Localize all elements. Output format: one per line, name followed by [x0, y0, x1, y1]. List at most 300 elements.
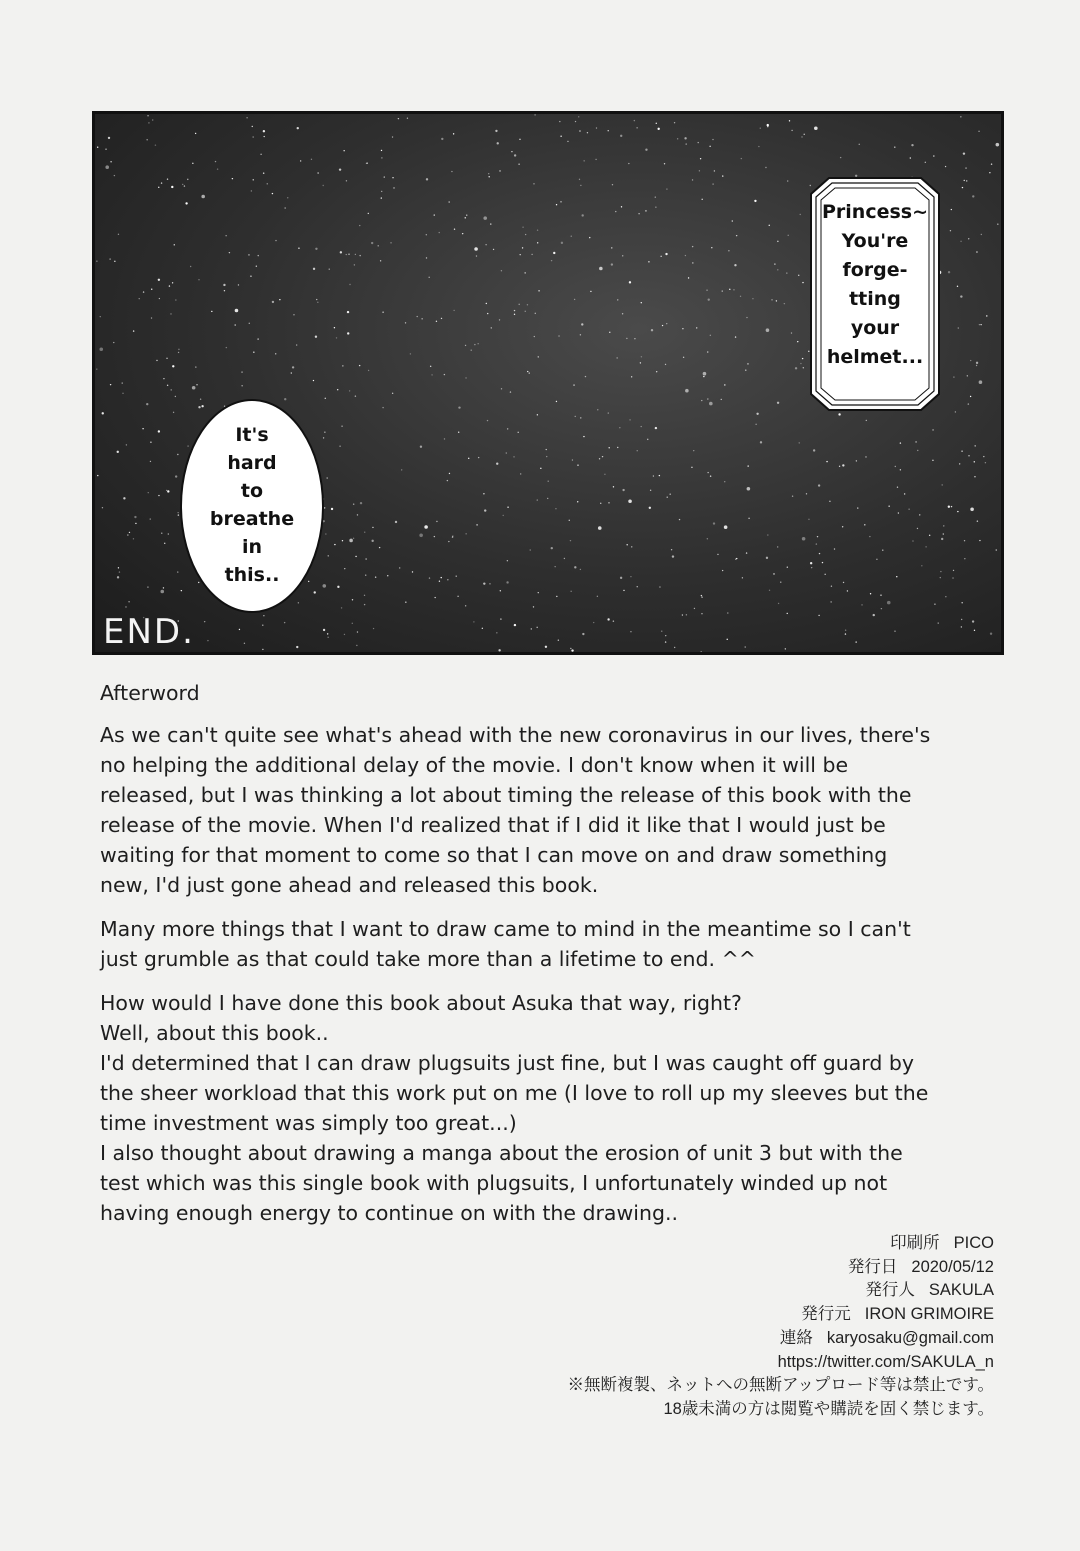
star — [976, 365, 977, 366]
star — [777, 402, 779, 404]
star — [146, 139, 147, 140]
star — [353, 538, 354, 539]
star — [501, 388, 502, 389]
star — [122, 382, 123, 383]
star — [580, 185, 581, 186]
star — [313, 380, 314, 381]
star — [617, 299, 618, 300]
star — [382, 311, 383, 312]
star — [806, 493, 807, 494]
star — [970, 360, 971, 361]
star — [448, 541, 449, 542]
star — [767, 126, 768, 127]
star — [669, 493, 670, 494]
star — [571, 236, 572, 237]
star — [758, 146, 759, 147]
star — [634, 120, 635, 121]
star — [742, 577, 743, 578]
star — [709, 146, 710, 147]
star — [556, 204, 557, 205]
star — [769, 590, 770, 591]
star — [981, 234, 982, 235]
star — [620, 135, 622, 137]
star — [483, 582, 485, 584]
star — [474, 247, 478, 251]
star — [712, 139, 713, 140]
star — [787, 613, 788, 614]
star — [692, 262, 693, 263]
star — [964, 558, 965, 559]
star — [888, 506, 889, 507]
star — [929, 535, 930, 536]
star — [617, 447, 618, 448]
star — [122, 393, 123, 394]
star — [102, 412, 104, 414]
star — [506, 452, 507, 453]
star — [238, 284, 239, 285]
star — [167, 490, 169, 492]
colophon-notice-copy: ※無断複製、ネットへの無断アップロード等は禁止です。 — [567, 1376, 994, 1395]
star — [139, 298, 140, 299]
star — [323, 437, 324, 438]
star — [355, 556, 356, 557]
star — [996, 143, 1000, 147]
star — [392, 393, 393, 394]
star — [296, 344, 297, 345]
star — [575, 416, 576, 417]
star — [375, 576, 376, 577]
contact-email: karyosaku@gmail.com — [826, 1328, 994, 1347]
star — [150, 518, 151, 519]
star — [349, 390, 350, 391]
star — [398, 118, 399, 119]
star — [573, 384, 574, 385]
star — [787, 180, 788, 181]
star — [685, 255, 686, 256]
star — [314, 591, 316, 593]
star — [200, 399, 201, 400]
star — [352, 599, 353, 600]
star — [583, 436, 584, 437]
star — [608, 412, 609, 413]
star — [534, 336, 535, 337]
star — [393, 187, 394, 188]
star — [744, 646, 745, 647]
star — [634, 338, 635, 339]
star — [313, 268, 315, 270]
star — [665, 635, 666, 636]
star — [359, 365, 360, 366]
star — [979, 380, 983, 384]
publisher-label: 発行人 — [865, 1281, 915, 1300]
star — [99, 347, 103, 351]
star — [163, 378, 164, 379]
star — [869, 536, 870, 537]
star — [172, 282, 173, 283]
star — [959, 463, 960, 464]
star — [100, 316, 101, 317]
star — [119, 571, 120, 572]
afterword-paragraph-1: As we can't quite see what's ahead with the new coronavirus in our lives, there's no helping the additional delay of the movie. I don't know when it will be released, but I was thinking a lot about timing the release of this book with the release of the movie. When I'd realized that if I did it like that I would just be waiting for that moment to come so that I can move on and draw something new, I'd just gone ahead and released this book. — [100, 723, 931, 897]
star — [831, 586, 832, 587]
star — [334, 327, 335, 328]
star — [608, 130, 609, 131]
star — [439, 232, 440, 233]
star — [970, 396, 971, 397]
star — [727, 612, 728, 613]
star — [151, 317, 152, 318]
star — [964, 180, 965, 181]
star — [653, 475, 654, 476]
star — [279, 299, 280, 300]
star — [551, 260, 552, 261]
star — [800, 214, 801, 215]
star — [491, 327, 492, 328]
star — [434, 536, 435, 537]
star — [655, 427, 657, 429]
star — [126, 444, 127, 445]
star — [599, 458, 600, 459]
star — [797, 341, 798, 342]
star — [258, 255, 259, 256]
star — [244, 643, 245, 644]
star — [537, 499, 538, 500]
star — [293, 314, 294, 315]
star — [201, 195, 205, 199]
star — [575, 121, 576, 122]
star — [478, 457, 479, 458]
star — [674, 647, 675, 648]
star — [357, 631, 358, 632]
star — [134, 516, 136, 518]
star — [628, 163, 629, 164]
star — [248, 254, 249, 255]
star — [729, 289, 730, 290]
colophon-circle — [567, 1303, 994, 1327]
star — [114, 261, 115, 262]
star — [514, 154, 516, 156]
star — [976, 251, 977, 252]
star — [804, 134, 805, 135]
star — [570, 540, 571, 541]
star — [519, 139, 520, 140]
star — [996, 549, 997, 550]
star — [647, 439, 648, 440]
star — [997, 223, 998, 224]
star — [536, 627, 537, 628]
star — [556, 596, 557, 597]
star — [645, 149, 647, 151]
star — [430, 366, 431, 367]
star — [495, 130, 497, 132]
star — [808, 519, 809, 520]
star — [974, 445, 975, 446]
star — [513, 456, 514, 457]
star — [824, 574, 825, 575]
star — [518, 164, 519, 165]
star — [477, 343, 478, 344]
star — [746, 552, 747, 553]
star — [800, 363, 801, 364]
star — [158, 495, 159, 496]
star — [371, 242, 373, 244]
star — [967, 375, 968, 376]
star — [392, 177, 393, 178]
star — [359, 255, 360, 256]
star — [945, 166, 946, 167]
star — [747, 465, 748, 466]
star — [915, 441, 916, 442]
star — [366, 163, 367, 164]
star — [932, 460, 933, 461]
star — [970, 508, 974, 512]
star — [933, 155, 934, 156]
star — [133, 330, 134, 331]
star — [943, 525, 944, 526]
star — [444, 374, 445, 375]
star — [822, 562, 823, 563]
star — [638, 213, 639, 214]
star — [533, 606, 534, 607]
star — [105, 149, 106, 150]
star — [501, 270, 502, 271]
star — [734, 264, 736, 266]
star — [985, 462, 986, 463]
star — [662, 325, 663, 326]
star — [421, 318, 422, 319]
star — [919, 514, 920, 515]
star — [819, 553, 820, 554]
star — [714, 170, 715, 171]
star — [334, 544, 335, 545]
star — [535, 313, 536, 314]
star — [518, 304, 519, 305]
star — [766, 557, 768, 559]
star — [496, 632, 497, 633]
star — [786, 272, 787, 273]
star — [346, 180, 347, 181]
star — [785, 648, 786, 649]
star — [456, 575, 457, 576]
star — [498, 649, 500, 651]
star — [745, 369, 746, 370]
star — [752, 298, 753, 299]
star — [666, 188, 667, 189]
star — [525, 311, 526, 312]
afterword-section — [100, 678, 1030, 1242]
star — [110, 384, 111, 385]
star — [960, 241, 961, 242]
star — [952, 577, 953, 578]
star — [784, 303, 785, 304]
star — [496, 463, 498, 465]
star — [177, 454, 178, 455]
star — [407, 118, 408, 119]
star — [895, 466, 896, 467]
star — [229, 252, 230, 253]
star — [771, 299, 772, 300]
star — [527, 304, 528, 305]
star — [699, 170, 700, 171]
star — [843, 582, 844, 583]
star — [328, 555, 329, 556]
star — [898, 512, 899, 513]
star — [359, 225, 360, 226]
star — [826, 461, 827, 462]
star — [894, 146, 895, 147]
star — [774, 263, 775, 264]
star — [556, 401, 557, 402]
star — [177, 571, 178, 572]
star — [736, 558, 737, 559]
star — [677, 138, 678, 139]
star — [151, 289, 152, 290]
star — [961, 450, 962, 451]
star — [198, 406, 200, 408]
circle-value: IRON GRIMOIRE — [864, 1305, 994, 1324]
star — [448, 201, 449, 202]
star — [195, 133, 196, 134]
star — [410, 353, 411, 354]
star — [569, 520, 570, 521]
star — [856, 460, 857, 461]
afterword-paragraph-2: Many more things that I want to draw came to mind in the meantime so I can't just grumble as that could take more than a lifetime to end. ^^ — [100, 917, 911, 971]
star — [585, 376, 586, 377]
star — [667, 497, 668, 498]
star — [934, 603, 935, 604]
star — [167, 178, 168, 179]
star — [896, 576, 897, 577]
star — [972, 195, 974, 197]
star — [252, 136, 253, 137]
star — [431, 374, 432, 375]
star — [133, 538, 134, 539]
star — [171, 186, 173, 188]
star — [817, 536, 818, 537]
star — [102, 507, 103, 508]
star — [666, 323, 667, 324]
star — [105, 165, 109, 169]
starry-sky-panel — [92, 111, 1004, 655]
star — [499, 170, 500, 171]
contact-label: 連絡 — [779, 1328, 813, 1347]
star — [968, 238, 969, 239]
star — [239, 629, 240, 630]
star — [834, 548, 835, 549]
star — [778, 603, 779, 604]
star — [600, 503, 601, 504]
star — [577, 464, 578, 465]
speech-bubble-princess — [805, 174, 945, 414]
star — [925, 546, 926, 547]
star — [465, 345, 466, 346]
star — [284, 207, 285, 208]
star — [493, 249, 494, 250]
star — [465, 533, 466, 534]
star — [298, 248, 299, 249]
star — [540, 468, 541, 469]
star — [802, 358, 803, 359]
star — [462, 233, 463, 234]
star — [957, 286, 958, 287]
star — [621, 206, 622, 207]
star — [429, 577, 430, 578]
star — [692, 246, 693, 247]
star — [284, 622, 285, 623]
star — [250, 275, 251, 276]
star — [865, 456, 866, 457]
star — [703, 372, 707, 376]
star — [373, 628, 374, 629]
star — [661, 631, 662, 632]
star — [360, 502, 362, 504]
star — [246, 117, 247, 118]
star — [595, 159, 596, 160]
star — [622, 489, 624, 491]
colophon-twitter: https://twitter.com/SAKULA_n — [777, 1352, 994, 1371]
star — [355, 254, 356, 255]
star — [156, 360, 157, 361]
star — [381, 197, 382, 198]
star — [217, 168, 218, 169]
star — [900, 469, 901, 470]
star — [581, 323, 583, 325]
star — [297, 127, 299, 129]
star — [327, 633, 328, 634]
star — [574, 299, 575, 300]
star — [578, 116, 579, 117]
star — [966, 180, 967, 181]
star — [683, 357, 684, 358]
star — [904, 493, 905, 494]
star — [322, 584, 326, 588]
star — [897, 487, 898, 488]
star — [382, 407, 383, 408]
star — [941, 484, 942, 485]
bubble-princess-text: Princess~ You're forge- tting your helmet... — [821, 201, 929, 368]
star — [368, 213, 369, 214]
star — [921, 565, 922, 566]
star — [159, 298, 160, 299]
star — [776, 300, 777, 301]
star — [887, 601, 891, 605]
star — [395, 521, 397, 523]
star — [452, 536, 453, 537]
star — [155, 144, 156, 145]
star — [537, 414, 538, 415]
star — [184, 185, 185, 186]
star — [449, 473, 450, 474]
star — [327, 637, 328, 638]
star — [110, 161, 111, 162]
star — [818, 484, 820, 486]
star — [548, 481, 549, 482]
star — [471, 349, 472, 350]
star — [593, 622, 594, 623]
star — [405, 601, 406, 602]
star — [736, 235, 737, 236]
star — [468, 458, 469, 459]
star — [342, 540, 343, 541]
star — [447, 579, 448, 580]
star — [629, 419, 630, 420]
star — [960, 116, 961, 117]
star — [811, 567, 812, 568]
star — [166, 358, 167, 359]
star — [560, 136, 561, 137]
star — [485, 244, 486, 245]
star — [487, 313, 488, 314]
